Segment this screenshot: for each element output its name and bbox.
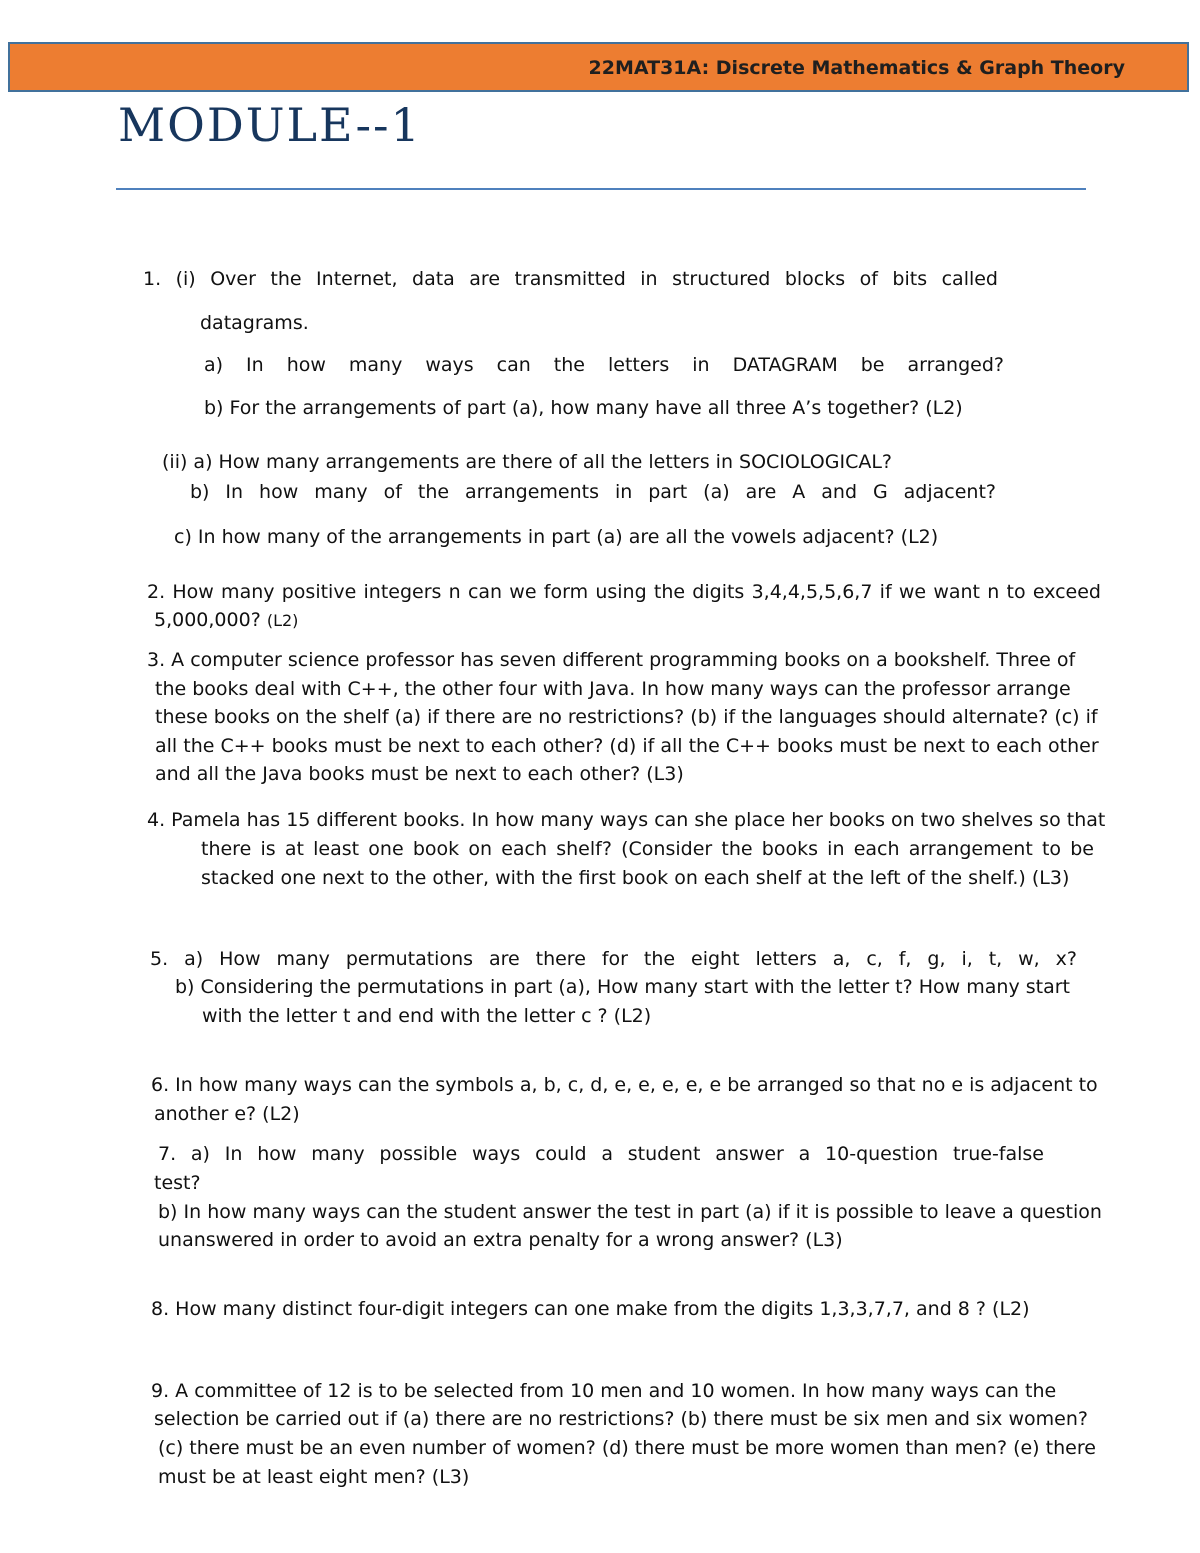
q9-line2: selection be carried out if (a) there are no restrictions? (b) there must be six men and six women? (154, 1408, 1088, 1430)
q7-line1: 7. a) In how many possible ways could a student answer a 10-question true-false (158, 1143, 1044, 1165)
q2-line2-text: 5,000,000? (154, 609, 261, 631)
q8-line1: 8. How many distinct four-digit integers can one make from the digits 1,3,3,7,7, and 8 ? (L2) (151, 1298, 1030, 1320)
q3-line3: these books on the shelf (a) if there are no restrictions? (b) if the languages should alternate? (c) if (155, 706, 1098, 728)
q1-i-line2: datagrams. (200, 312, 309, 334)
q5-line3: with the letter t and end with the letter c ? (L2) (202, 1005, 652, 1027)
q3-line5: and all the Java books must be next to each other? (L3) (155, 763, 684, 785)
course-header-bar (8, 42, 1189, 92)
q7-line2: test? (154, 1172, 201, 1194)
q6-line1: 6. In how many ways can the symbols a, b, c, d, e, e, e, e, e be arranged so that no e is adjacent to (151, 1074, 1098, 1096)
q1-i-a: a) In how many ways can the letters in DATAGRAM be arranged? (204, 354, 1004, 376)
q9-line4: must be at least eight men? (L3) (158, 1466, 470, 1488)
q9-line3: (c) there must be an even number of women? (d) there must be more women than men? (e) there (158, 1437, 1096, 1459)
q2-line1: 2. How many positive integers n can we form using the digits 3,4,4,5,5,6,7 if we want n to exceed (147, 581, 1101, 603)
q1-ii-b: b) In how many of the arrangements in part (a) are A and G adjacent? (190, 481, 996, 503)
q5-line1: 5. a) How many permutations are there for the eight letters a, c, f, g, i, t, w, x? (150, 948, 1077, 970)
q5-line2: b) Considering the permutations in part (a), How many start with the letter t? How many start (175, 976, 1070, 998)
q1-ii-a: (ii) a) How many arrangements are there of all the letters in SOCIOLOGICAL? (162, 451, 892, 473)
q4-line1: 4. Pamela has 15 different books. In how many ways can she place her books on two shelves so that (147, 809, 1106, 831)
module-title: MODULE--1 (118, 98, 422, 152)
q7-line4: unanswered in order to avoid an extra penalty for a wrong answer? (L3) (158, 1229, 843, 1251)
q7-line3: b) In how many ways can the student answer the test in part (a) if it is possible to leave a question (158, 1201, 1102, 1223)
course-title: 22MAT31A: Discrete Mathematics & Graph Theory (588, 57, 1125, 79)
q3-line2: the books deal with C++, the other four with Java. In how many ways can the professor arrange (155, 678, 1071, 700)
q2-line2 (154, 608, 298, 633)
q3-line1: 3. A computer science professor has seven different programming books on a bookshelf. Three of (147, 649, 1076, 671)
q1-i-line1: 1. (i) Over the Internet, data are transmitted in structured blocks of bits called (143, 268, 998, 290)
q2-level: (L2) (266, 611, 299, 630)
q3-line4: all the C++ books must be next to each other? (d) if all the C++ books must be next to each other (155, 735, 1099, 757)
q4-line3: stacked one next to the other, with the first book on each shelf at the left of the shelf.) (L3) (201, 867, 1070, 889)
q1-ii-c: c) In how many of the arrangements in part (a) are all the vowels adjacent? (L2) (174, 526, 939, 548)
q9-line1: 9. A committee of 12 is to be selected from 10 men and 10 women. In how many ways can the (151, 1380, 1057, 1402)
q6-line2: another e? (L2) (154, 1103, 300, 1125)
module-title-divider (116, 188, 1086, 190)
q4-line2: there is at least one book on each shelf? (Consider the books in each arrangement to be (201, 838, 1094, 860)
q1-i-b: b) For the arrangements of part (a), how many have all three A’s together? (L2) (204, 397, 963, 419)
